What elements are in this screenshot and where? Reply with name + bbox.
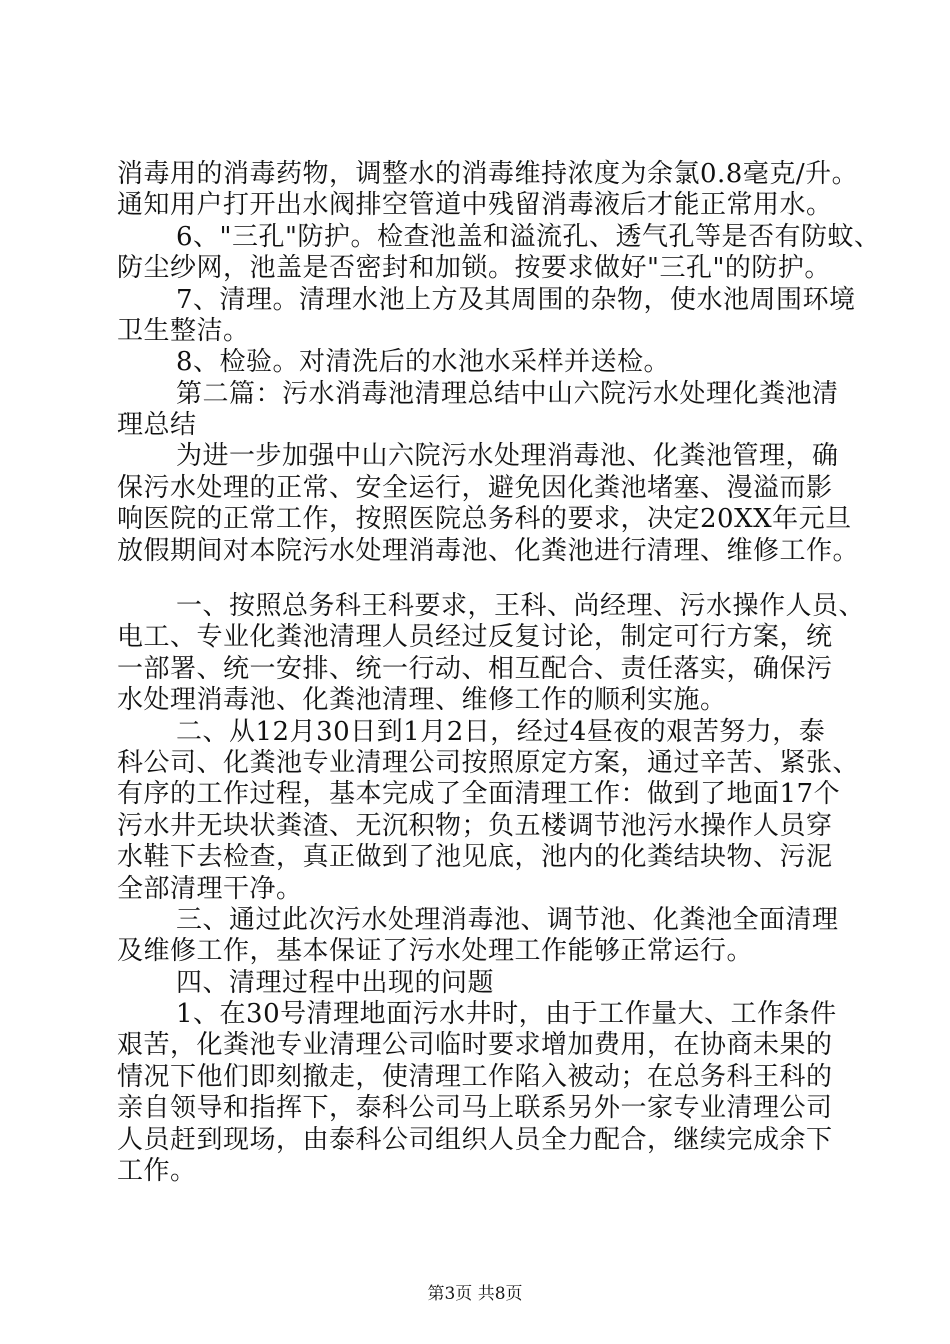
text-line: 情况下他们即刻撤走，使清理工作陷入被动；在总务科王科的 (117, 1062, 833, 1092)
text-line: 全部清理干净。 (117, 874, 303, 904)
text-line: 水处理消毒池、化粪池清理、维修工作的顺利实施。 (117, 685, 727, 715)
text-line: 卫生整洁。 (117, 316, 250, 346)
text-line: 及维修工作，基本保证了污水处理工作能够正常运行。 (117, 936, 754, 966)
text-line: 通知用户打开出水阀排空管道中残留消毒液后才能正常用水。 (117, 190, 833, 220)
text-line: 保污水处理的正常、安全运行，避免因化粪池堵塞、漫溢而影 (117, 473, 833, 503)
text-line: 响医院的正常工作，按照医院总务科的要求，决定20XX年元旦 (117, 504, 852, 534)
page-number-footer: 第3页 共8页 (427, 1284, 523, 1304)
text-line: 一、按照总务科王科要求，王科、尚经理、污水操作人员、 (176, 591, 866, 621)
text-line: 科公司、化粪池专业清理公司按照原定方案，通过辛苦、紧张、 (117, 748, 860, 778)
text-line: 一部署、统一安排、统一行动、相互配合、责任落实，确保污 (117, 654, 833, 684)
text-line: 电工、专业化粪池清理人员经过反复讨论，制定可行方案，统 (117, 622, 833, 652)
text-line: 8、检验。对清洗后的水池水采样并送检。 (176, 347, 671, 377)
text-line: 防尘纱网，池盖是否密封和加锁。按要求做好"三孔"的防护。 (117, 253, 831, 283)
text-line: 有序的工作过程，基本完成了全面清理工作：做到了地面17个 (117, 779, 841, 809)
text-line: 消毒用的消毒药物，调整水的消毒维持浓度为余氯0.8毫克/升。 (117, 159, 859, 189)
text-line: 放假期间对本院污水处理消毒池、化粪池进行清理、维修工作。 (117, 536, 860, 566)
text-line: 污水井无块状粪渣、无沉积物；负五楼调节池污水操作人员穿 (117, 811, 833, 841)
section-heading: 第二篇：污水消毒池清理总结中山六院污水处理化粪池清 (176, 379, 839, 409)
text-line: 水鞋下去检查，真正做到了池见底，池内的化粪结块物、污泥 (117, 842, 833, 872)
text-line: 为进一步加强中山六院污水处理消毒池、化粪池管理，确 (176, 441, 839, 471)
text-line: 7、清理。清理水池上方及其周围的杂物，使水池周围环境 (176, 285, 856, 315)
text-line: 亲自领导和指挥下，泰科公司马上联系另外一家专业清理公司 (117, 1093, 833, 1123)
section-heading-continued: 理总结 (117, 410, 197, 440)
text-line: 艰苦，化粪池专业清理公司临时要求增加费用，在协商未果的 (117, 1030, 833, 1060)
text-line: 三、通过此次污水处理消毒池、调节池、化粪池全面清理 (176, 905, 839, 935)
text-line: 人员赶到现场，由泰科公司组织人员全力配合，继续完成余下 (117, 1125, 833, 1155)
text-line: 二、从12月30日到1月2日，经过4昼夜的艰苦努力，泰 (176, 717, 826, 747)
text-line: 6、"三孔"防护。检查池盖和溢流孔、透气孔等是否有防蚊、 (176, 222, 881, 252)
text-line: 1、在30号清理地面污水井时，由于工作量大、工作条件 (176, 999, 837, 1029)
section-subheading: 四、清理过程中出现的问题 (176, 968, 495, 998)
text-line: 工作。 (117, 1156, 197, 1186)
